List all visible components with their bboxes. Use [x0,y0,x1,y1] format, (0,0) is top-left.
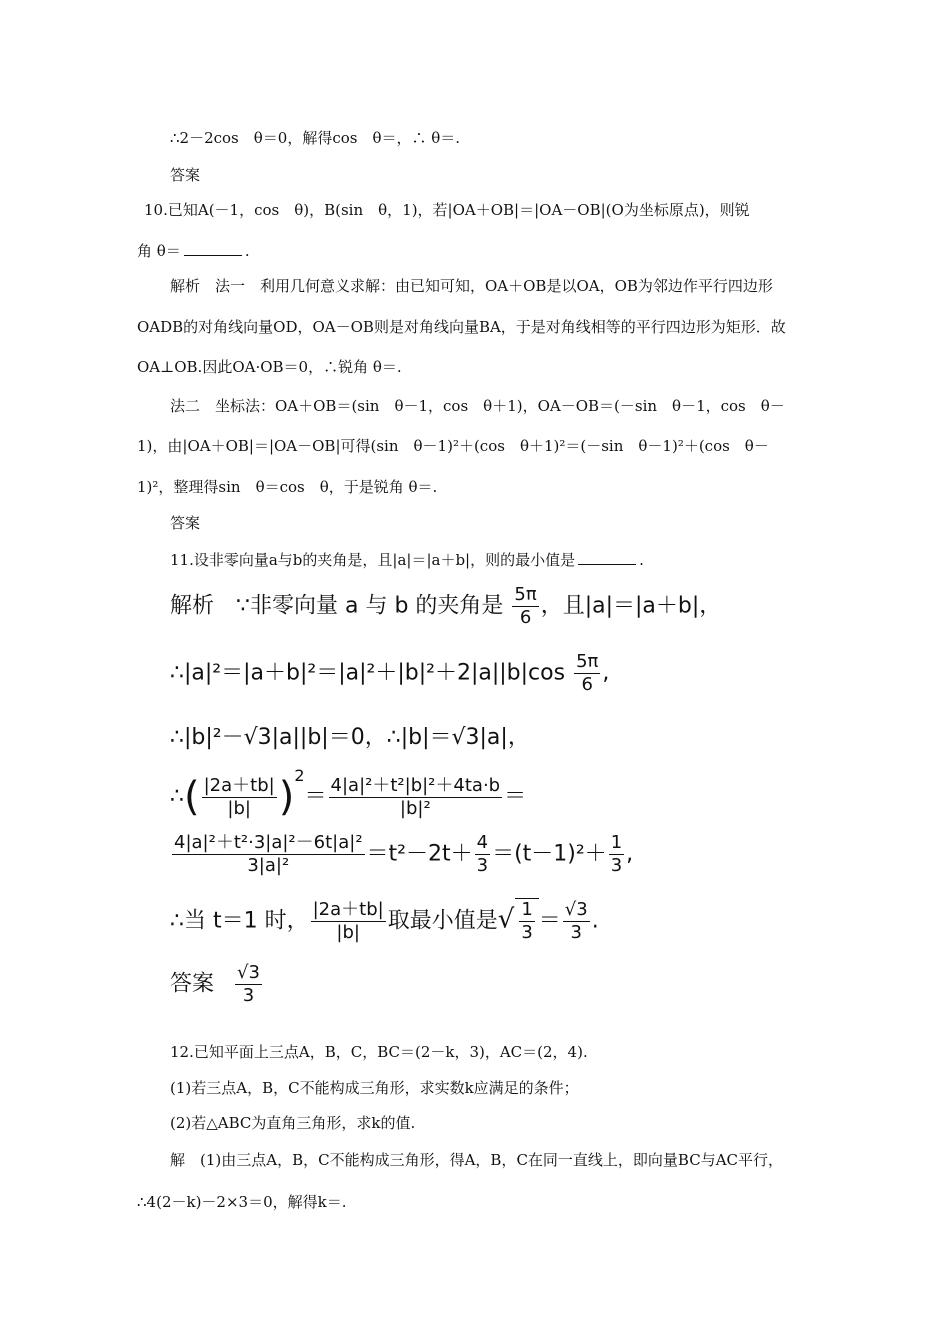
p11-sol-line4: ∴( $\frac{|2a+tb|}{|b|}$ )$^2$＝ $\frac{\text{4|a|²＋t²|b|²＋4ta·b}}{\text{|b|²}}$ ＝ [170,766,527,820]
answer-label: 答案 [170,971,215,997]
fraction: $\frac{\text{4|a|²＋t²|b|²＋4ta·b}}{\text{|b|²}}$ [330,774,501,819]
p11-answer [170,962,264,1007]
p10-question-line2 [137,241,250,261]
sol-text: , [602,660,610,686]
fraction: $\frac{1}{3}$ [521,899,533,943]
p12-part2: (2)若△ABC为直角三角形，求k的值. [170,1114,416,1132]
p9-conclusion: ∴2－2cos θ＝0，解得cos θ＝，∴ θ＝. [170,129,461,147]
fraction: $\frac{5\pi}{6}$ [514,584,537,628]
p12-sol-line2: ∴4(2－k)－2×3＝0，解得k＝. [137,1193,347,1211]
p12-part1: (1)若三点A，B，C不能构成三角形，求实数k应满足的条件； [170,1079,579,1097]
p10-question-line1: 10.已知A(－1，cos θ)，B(sin θ，1)，若|OA＋OB|＝|OA－OB|(O为坐标原点)，则锐 [144,201,750,219]
p11-sol-line6: ∴当 t＝1 时， $\frac{|2a+tb|}{|b|}$ 取最小值是√ $\frac{1}{3}$ ＝ $\frac{√3}{3}$ . [170,899,599,943]
p10-sol-m1-line2: OADB的对角线向量OD，OA－OB则是对角线向量BA，于是对角线相等的平行四边形为矩形．故 [137,318,786,336]
p11-question-end: . [639,551,644,569]
fraction: $\frac{1}{3}$ [610,832,623,876]
p10-sol-m1-line3: OA⊥OB.因此OA·OB＝0，∴锐角 θ＝. [137,358,402,376]
p10-answer-label: 答案 [170,514,201,532]
fraction: $\frac{4}{3}$ [476,832,489,876]
p10-question-end: . [244,242,250,260]
fraction: $\frac{√3}{3}$ [564,899,588,943]
p12-question: 12.已知平面上三点A，B，C，BC＝(2－k，3)，AC＝(2，4). [170,1043,588,1061]
fraction: $\frac{√3}{3}$ [237,962,260,1006]
p11-sol-line5: $\frac{\text{4|a|²＋t²·3|a|²－6t|a|²}}{\text{3|a|²}}$ ＝t²－2t＋ $\frac{4}{3}$ ＝(t－1)²＋ $\frac{1}{3}$ , [174,832,634,876]
sqrt-icon: √ [497,904,515,935]
p9-answer-label: 答案 [170,166,201,184]
p11-sol-line1 [170,584,721,629]
sol-text: 解析 ∵非零向量 a 与 b 的夹角是 [170,593,504,619]
fraction: $\frac{\text{4|a|²＋t²·3|a|²－6t|a|²}}{\text{3|a|²}}$ [174,832,363,876]
p12-sol-line1: 解 (1)由三点A，B，C不能构成三角形，得A，B，C在同一直线上，即向量BC与AC平行， [170,1151,784,1169]
p10-question-text: 角 θ＝ [137,242,181,260]
p10-sol-m1-line1: 解析 法一 利用几何意义求解：由已知可知，OA＋OB是以OA，OB为邻边作平行四边形 [170,277,773,295]
p11-sol-line3: ∴|b|²－√3|a||b|＝0，∴|b|＝√3|a|， [170,725,530,750]
p11-sol-line2 [170,651,609,696]
p10-sol-m2-line3: 1)²，整理得sin θ＝cos θ，于是锐角 θ＝. [137,478,438,496]
sol-text: ，且|a|＝|a＋b|， [540,593,722,619]
p11-question-text: 11.设非零向量a与b的夹角是，且|a|＝|a＋b|，则的最小值是 [170,551,576,569]
answer-blank [578,550,636,565]
fraction: $\frac{5\pi}{6}$ [576,651,599,695]
p10-sol-m2-line1: 法二 坐标法：OA＋OB＝(sin θ－1，cos θ＋1)，OA－OB＝(－sin θ－1，cos θ－ [170,397,785,415]
sol-text: ∴|a|²＝|a＋b|²＝|a|²＋|b|²＋2|a||b|cos [170,660,566,686]
p10-sol-m2-line2: 1)，由|OA＋OB|＝|OA－OB|可得(sin θ－1)²＋(cos θ＋1)²＝(－sin θ－1)²＋(cos θ－ [137,437,769,455]
answer-blank [184,241,242,256]
fraction: $\frac{|2a+tb|}{|b|}$ [203,774,275,819]
fraction: $\frac{|2a+tb|}{|b|}$ [312,899,384,943]
p11-question [170,550,644,570]
